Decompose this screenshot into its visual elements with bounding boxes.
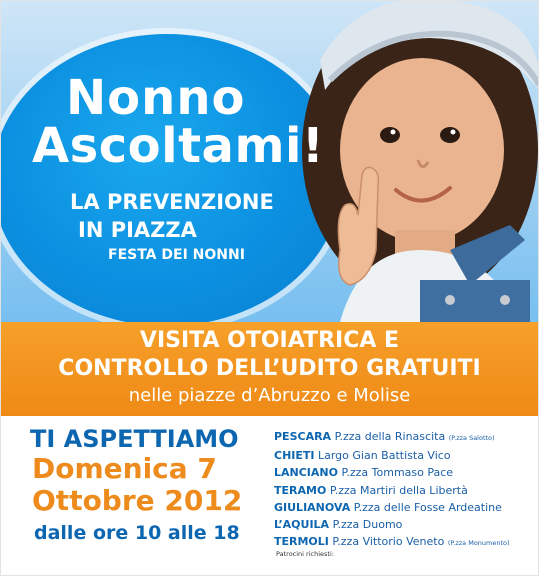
- list-item: [274, 428, 536, 447]
- orange-banner: [0, 322, 539, 416]
- banner-line-1: VISITA OTOIATRICA E: [139, 328, 400, 353]
- list-item: [274, 447, 536, 464]
- list-item: [274, 482, 536, 499]
- child-illustration: [300, 0, 539, 322]
- invite-text: TI ASPETTIAMO: [30, 425, 239, 453]
- hero-title-line-1: Nonno: [66, 70, 246, 126]
- hero-subtitle-line-3: FESTA DEI NONNI: [108, 247, 245, 263]
- location-city: L’AQUILA: [274, 518, 330, 532]
- location-city: CHIETI: [274, 449, 315, 463]
- event-date-line-1: Domenica 7: [32, 452, 217, 485]
- location-note: (P.zza Monumento): [447, 539, 510, 548]
- location-city: TERMOLI: [274, 535, 329, 549]
- location-list: [274, 428, 536, 552]
- hero-subtitle-line-1: LA PREVENZIONE: [70, 190, 274, 214]
- banner-line-3: nelle piazze d’Abruzzo e Molise: [128, 385, 411, 406]
- banner-line-2: CONTROLLO DELL’UDITO GRATUITI: [58, 356, 481, 381]
- location-address: P.zza della Rinascita: [334, 430, 446, 443]
- hero-title-line-2: Ascoltami!: [32, 118, 325, 174]
- event-date-line-2: Ottobre 2012: [32, 484, 243, 517]
- list-item: [274, 516, 536, 533]
- location-city: LANCIANO: [274, 466, 338, 480]
- location-address: P.zza Vittorio Veneto: [332, 535, 445, 549]
- location-city: GIULIANOVA: [274, 500, 351, 514]
- location-city: PESCARA: [274, 430, 332, 443]
- location-address: P.zza Duomo: [332, 518, 403, 532]
- list-item: [274, 499, 536, 516]
- location-note: (P.zza Salotto): [448, 434, 495, 442]
- location-address: P.zza Tommaso Pace: [341, 466, 454, 480]
- hero-subtitle-line-2: IN PIAZZA: [78, 218, 197, 242]
- event-hours: dalle ore 10 alle 18: [34, 522, 240, 544]
- location-address: Largo Gian Battista Vico: [317, 449, 451, 463]
- patronage-text: Patrocini richiesti:: [276, 550, 334, 558]
- list-item: [274, 464, 536, 481]
- location-address: P.zza Martiri della Libertà: [329, 483, 468, 497]
- location-city: TERAMO: [274, 483, 327, 497]
- location-address: P.zza delle Fosse Ardeatine: [353, 500, 502, 514]
